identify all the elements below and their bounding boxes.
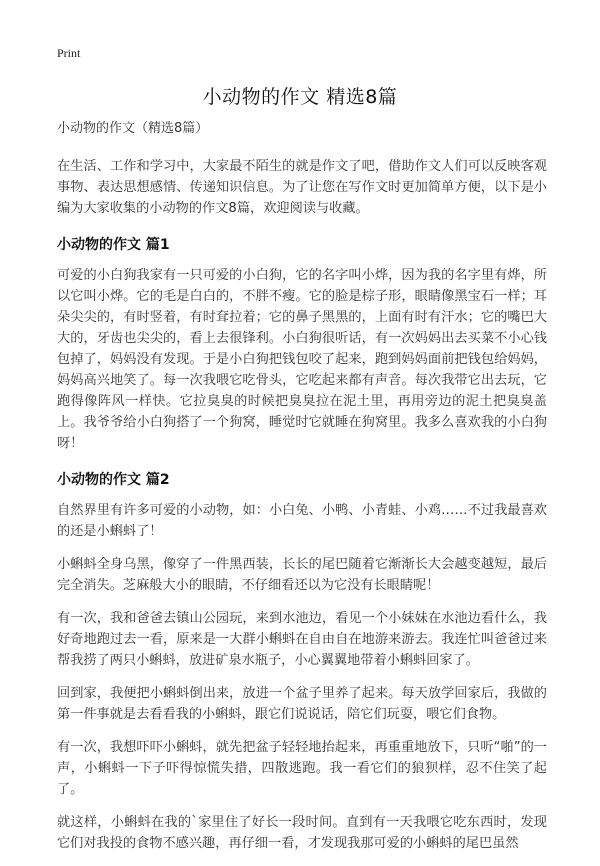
section-paragraph: 就这样，小蝌蚪在我的`家里住了好长一段时间。直到有一天我喂它吃东西时，发现它们对我投的食物不感兴趣，再仔细一看，才发现我那可爱的小蝌蚪的尾巴虽然 <box>57 815 547 851</box>
section-paragraph: 可爱的小白狗我家有一只可爱的小白狗，它的名字叫小烨，因为我的名字里有烨，所以它叫小烨。它的毛是白白的，不胖不瘦。它的脸是棕子形，眼睛像黑宝石一样；耳朵尖尖的，有时竖着，有时耷拉着；它的鼻子黑黑的，上面有时有汗水；它的嘴巴大大的，牙齿也尖尖的，看上去很锋利。小白狗很听话，有一次妈妈出去买菜不小心钱包掉了，妈妈没有发现。于是小白狗把钱包咬了起来，跑到妈妈面前把钱包给妈妈，妈妈高兴地笑了。每一次我喂它吃骨头，它吃起来都有声音。每次我带它出去玩，它跑得像阵风一样快。它拉臭臭的时候把臭臭拉在泥土里，再用旁边的泥土把臭臭盖上。我爷爷给小白狗搭了一个狗窝，睡觉时它就睡在狗窝里。我多么喜欢我的小白狗呀！ <box>57 268 547 451</box>
section-1 <box>57 235 547 454</box>
section-2 <box>57 470 547 854</box>
section-heading: 小动物的作文 篇2 <box>57 472 170 488</box>
section-heading: 小动物的作文 篇1 <box>57 237 170 253</box>
article-body <box>57 120 547 866</box>
intro-paragraph: 在生活、工作和学习中，大家最不陌生的就是作文了吧，借助作文人们可以反映客观事物、表达思想感情、传递知识信息。为了让您在写作文时更加简单方便，以下是小编为大家收集的小动物的作文8篇，欢迎阅读与收藏。 <box>57 159 547 216</box>
section-paragraph: 有一次，我想吓吓小蝌蚪，就先把盆子轻轻地抬起来，再重重地放下，只听“啪”的一声，小蝌蚪一下子吓得惊慌失措，四散逃跑。我一看它们的狼狈样，忍不住笑了起了。 <box>57 740 547 797</box>
print-link[interactable]: Print <box>57 46 81 60</box>
section-paragraph: 小蝌蚪全身乌黑，像穿了一件黑西装，长长的尾巴随着它渐渐长大会越变越短，最后完全消失。芝麻般大小的眼睛，不仔细看还以为它没有长眼睛呢！ <box>57 557 547 593</box>
section-paragraph: 自然界里有许多可爱的小动物，如：小白兔、小鸭、小青蛙、小鸡……不过我最喜欢的还是小蝌蚪了！ <box>57 503 547 539</box>
section-paragraph: 有一次，我和爸爸去镇山公园玩，来到水池边，看见一个小妹妹在水池边看什么，我好奇地跑过去一看，原来是一大群小蝌蚪在自由自在地游来游去。我连忙叫爸爸过来帮我捞了两只小蝌蚪，放进矿泉水瓶子，小心翼翼地带着小蝌蚪回家了。 <box>57 611 547 668</box>
page-title: 小动物的作文 精选8篇 <box>202 86 398 108</box>
section-paragraph: 回到家，我便把小蝌蚪倒出来，放进一个盆子里养了起来。每天放学回家后，我做的第一件事就是去看看我的小蝌蚪，跟它们说说话，陪它们玩耍，喂它们食物。 <box>57 686 547 722</box>
article-subtitle: 小动物的作文（精选8篇） <box>57 121 209 136</box>
